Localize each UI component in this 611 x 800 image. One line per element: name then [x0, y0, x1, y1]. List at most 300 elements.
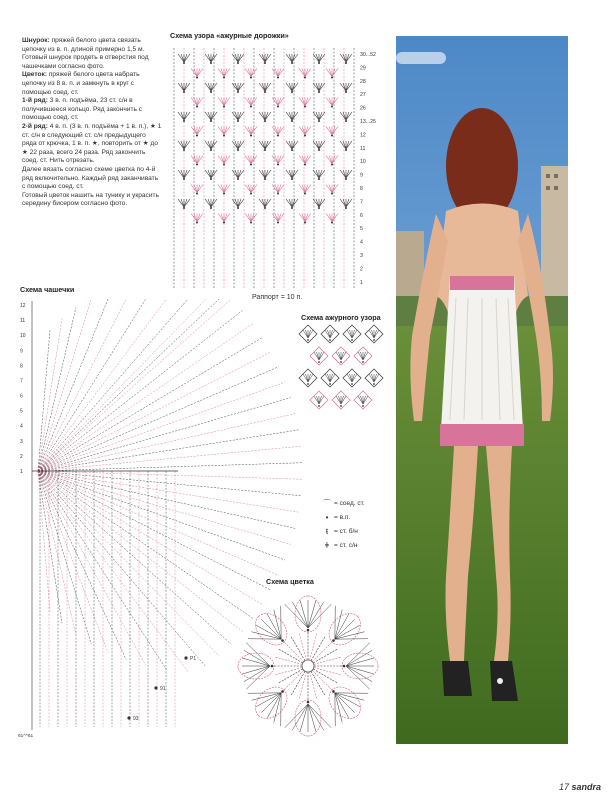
flower-ray — [314, 657, 341, 664]
fan-stitch — [262, 170, 265, 178]
chain-dot — [250, 222, 252, 224]
fan-stitch — [224, 69, 227, 77]
fan-stitch — [346, 199, 352, 207]
fan-stitch — [238, 199, 241, 207]
flower-dot — [307, 701, 310, 704]
chain-dot — [277, 77, 279, 79]
fan-stitch — [232, 170, 238, 178]
cup-row-number: 8 — [20, 363, 23, 370]
chain-dot — [250, 106, 252, 108]
cup-ray — [38, 319, 62, 471]
fan-stitch — [211, 199, 214, 207]
slip-stitch-icon: ⌒ — [323, 499, 331, 508]
fan-stitch — [238, 141, 244, 149]
lace-fan-stitch — [325, 330, 330, 338]
lace-fan-stitch — [314, 352, 319, 360]
fan-stitch — [248, 156, 251, 164]
fan-stitch — [232, 54, 238, 62]
cup-bottom-label: 61^^61 — [18, 734, 34, 739]
chain-dot — [277, 222, 279, 224]
fan-stitch — [302, 156, 305, 164]
fan-stitch — [208, 199, 211, 207]
fan-stitch — [181, 54, 184, 62]
finish-text: Готовый цветок нашить на тунику и украсить середину бисером согласно фото. — [22, 191, 159, 208]
chain-dot — [183, 207, 185, 209]
fan-stitch — [278, 69, 284, 77]
track-pattern-title: Схема узора «ажурные дорожки» — [170, 31, 289, 40]
fan-stitch — [248, 69, 251, 77]
row-number: 4 — [360, 239, 363, 246]
petal-stitch — [335, 619, 355, 639]
fan-stitch — [245, 127, 251, 135]
fan-stitch — [292, 199, 298, 207]
fan-stitch — [326, 127, 332, 135]
cup-row-number: 2 — [20, 453, 23, 460]
chain-dot — [210, 91, 212, 93]
fan-stitch — [332, 185, 335, 193]
fan-stitch — [275, 98, 278, 106]
fan-stitch — [305, 98, 308, 106]
fan-stitch — [286, 199, 292, 207]
fan-stitch — [265, 170, 268, 178]
fan-stitch — [205, 141, 211, 149]
lace-fan-stitch — [341, 352, 344, 360]
fan-stitch — [232, 199, 238, 207]
fan-stitch — [224, 156, 230, 164]
cup-row-number: 5 — [20, 408, 23, 415]
chain-dot — [318, 62, 320, 64]
chain-dot — [318, 178, 320, 180]
lace-fan-stitch — [308, 374, 311, 382]
chain-dot — [237, 207, 239, 209]
chain-dot — [318, 91, 320, 93]
chain-dot — [331, 193, 333, 195]
chain-dot — [304, 135, 306, 137]
fan-stitch — [319, 54, 325, 62]
lace-fan-stitch — [325, 374, 330, 382]
chain-icon: • — [325, 513, 329, 522]
flower-ray — [312, 670, 332, 690]
fan-stitch — [316, 141, 319, 149]
fan-stitch — [238, 54, 244, 62]
fan-stitch — [184, 199, 187, 207]
lace-fan-stitch — [363, 396, 366, 404]
lace-fan-stitch — [374, 330, 377, 338]
fan-stitch — [343, 54, 346, 62]
lace-fan-stitch — [374, 330, 379, 338]
fan-stitch — [262, 54, 265, 62]
chain-dot — [210, 207, 212, 209]
fan-stitch — [184, 112, 187, 120]
fan-stitch — [218, 185, 224, 193]
fan-stitch — [275, 214, 278, 222]
fan-stitch — [265, 199, 268, 207]
flower-pattern-chart — [232, 590, 384, 742]
fan-stitch — [211, 141, 214, 149]
fan-stitch — [197, 69, 203, 77]
petal-stitch — [335, 693, 342, 723]
fan-stitch — [332, 127, 338, 135]
chain-dot — [318, 120, 320, 122]
fan-stitch — [305, 214, 308, 222]
fan-stitch — [194, 156, 197, 164]
fan-stitch — [302, 185, 305, 193]
chain-dot — [196, 77, 198, 79]
fan-stitch — [238, 170, 241, 178]
cup-ray — [38, 471, 126, 660]
chain-dot — [331, 135, 333, 137]
chain-dot — [304, 222, 306, 224]
fan-stitch — [181, 141, 184, 149]
fan-stitch — [205, 112, 211, 120]
fan-stitch — [184, 83, 187, 91]
fan-stitch — [184, 54, 187, 62]
chain-dot — [196, 106, 198, 108]
fan-stitch — [265, 112, 271, 120]
fan-stitch — [205, 199, 211, 207]
chain-dot — [237, 149, 239, 151]
row-number: 27 — [360, 92, 366, 99]
petal-stitch — [261, 619, 281, 639]
chain-dot — [210, 120, 212, 122]
fan-stitch — [224, 185, 230, 193]
flower-ray — [275, 657, 302, 664]
flower-dot — [307, 629, 310, 632]
fan-stitch — [302, 127, 305, 135]
flower-label: Цветок: — [22, 71, 48, 79]
lace-fan-stitch — [303, 330, 308, 338]
fan-stitch — [292, 54, 295, 62]
fan-stitch — [205, 170, 211, 178]
cup-row-number: 1 — [20, 469, 23, 475]
cup-marker: P1 — [190, 656, 197, 662]
fan-stitch — [278, 185, 281, 193]
fan-stitch — [265, 83, 271, 91]
fan-stitch — [326, 98, 332, 106]
fan-stitch — [232, 112, 238, 120]
petal-stitch — [308, 704, 324, 730]
fan-stitch — [251, 185, 254, 193]
chain-dot — [318, 149, 320, 151]
fan-stitch — [332, 214, 335, 222]
flower-text: пряжей белого цвета набрать цепочку из 8 в. п. и замкнуть в круг с помощью соед. ст. — [22, 71, 140, 96]
fan-stitch — [184, 83, 190, 91]
cup-ray — [38, 299, 231, 471]
fan-stitch — [224, 127, 227, 135]
fan-stitch — [346, 141, 349, 149]
fan-stitch — [265, 199, 271, 207]
fan-stitch — [251, 98, 254, 106]
lace-fan-stitch — [369, 374, 374, 382]
cup-ray — [38, 299, 219, 471]
fan-stitch — [319, 54, 322, 62]
fan-stitch — [181, 199, 184, 207]
legend-item: ⌒ = соед. ст. — [320, 497, 365, 511]
chain-dot — [304, 77, 306, 79]
row-number: 3 — [360, 253, 363, 259]
lace-dot — [351, 339, 353, 341]
fan-stitch — [232, 83, 238, 91]
fan-stitch — [197, 185, 200, 193]
fan-stitch — [305, 127, 308, 135]
chain-dot — [183, 149, 185, 151]
cup-ray — [38, 414, 295, 471]
chain-dot — [291, 91, 293, 93]
cup-ray — [38, 471, 91, 644]
lace-dot — [329, 383, 331, 385]
chain-dot — [345, 91, 347, 93]
lace-fan-stitch — [374, 374, 379, 382]
cup-ray — [38, 398, 291, 471]
chain-dot — [250, 135, 252, 137]
lace-fan-stitch — [369, 330, 374, 338]
fan-stitch — [245, 214, 251, 222]
fan-stitch — [265, 112, 268, 120]
chain-dot — [196, 222, 198, 224]
lace-fan-stitch — [361, 352, 364, 360]
fan-stitch — [329, 214, 332, 222]
chain-dot — [304, 106, 306, 108]
row-number: 29 — [360, 65, 366, 72]
petal-stitch — [335, 610, 342, 640]
flower-dot — [332, 690, 335, 693]
petal-stitch — [292, 704, 308, 730]
fan-stitch — [262, 141, 265, 149]
flower-ray — [284, 642, 304, 662]
fan-stitch — [238, 199, 244, 207]
lace-fan-stitch — [350, 330, 353, 338]
lace-dot — [340, 361, 342, 363]
fan-stitch — [305, 69, 311, 77]
fan-stitch — [332, 185, 338, 193]
lace-fan-stitch — [319, 352, 324, 360]
lace-fan-stitch — [314, 396, 319, 404]
fan-stitch — [235, 170, 238, 178]
chain-dot — [277, 164, 279, 166]
fan-stitch — [272, 127, 278, 135]
fan-stitch — [340, 112, 346, 120]
fan-stitch — [238, 54, 241, 62]
lace-fan-stitch — [336, 396, 341, 404]
chain-dot — [237, 120, 239, 122]
cup-ray — [38, 471, 285, 560]
fan-stitch — [326, 156, 332, 164]
chain-dot — [223, 135, 225, 137]
fan-stitch — [245, 156, 251, 164]
fan-stitch — [265, 141, 268, 149]
chain-dot — [345, 120, 347, 122]
chain-dot — [183, 178, 185, 180]
chain-dot — [250, 164, 252, 166]
fan-stitch — [208, 170, 211, 178]
row1-label: 1-й ряд: — [22, 97, 48, 105]
lace-fan-stitch — [319, 396, 322, 404]
chain-dot — [345, 149, 347, 151]
fan-stitch — [211, 83, 214, 91]
lace-dot — [351, 383, 353, 385]
fan-stitch — [245, 69, 251, 77]
fan-stitch — [329, 98, 332, 106]
chain-dot — [277, 106, 279, 108]
chain-dot — [291, 178, 293, 180]
fan-stitch — [305, 69, 308, 77]
fan-stitch — [232, 141, 238, 149]
fan-stitch — [194, 185, 197, 193]
fan-stitch — [278, 69, 281, 77]
lace-fan-stitch — [319, 396, 324, 404]
row2-label: 2-й ряд: — [22, 122, 48, 130]
lace-fan-stitch — [374, 374, 377, 382]
continue-text: Далее вязать согласно схеме цветка по 4-й ряд включительно. Каждый ряд заканчивать с помощью соед. ст. — [22, 165, 159, 191]
fan-stitch — [289, 54, 292, 62]
cup-ray — [38, 471, 295, 528]
fan-stitch — [178, 170, 184, 178]
fan-stitch — [329, 185, 332, 193]
lace-fan-stitch — [363, 352, 366, 360]
fan-stitch — [289, 83, 292, 91]
cup-marker-dot — [154, 686, 157, 689]
fan-stitch — [329, 69, 332, 77]
fan-stitch — [218, 214, 224, 222]
flower-dot — [332, 639, 335, 642]
fan-stitch — [332, 156, 335, 164]
fan-stitch — [224, 98, 227, 106]
chain-dot — [183, 62, 185, 64]
petal-stitch — [252, 632, 282, 639]
lace-fan-stitch — [358, 396, 363, 404]
petal-stitch — [292, 602, 308, 628]
fan-stitch — [265, 54, 268, 62]
lace-fan-stitch — [363, 352, 368, 360]
fan-stitch — [346, 83, 352, 91]
cup-ray — [38, 471, 206, 667]
lace-fan-stitch — [308, 330, 311, 338]
chain-dot — [264, 207, 266, 209]
lace-fan-stitch — [347, 374, 352, 382]
fan-stitch — [346, 83, 349, 91]
petal-stitch — [335, 693, 365, 700]
fan-stitch — [340, 170, 346, 178]
lace-dot — [307, 383, 309, 385]
cup-ray — [38, 471, 302, 479]
chain-dot — [291, 149, 293, 151]
fan-stitch — [221, 156, 224, 164]
fan-stitch — [292, 83, 298, 91]
fan-stitch — [343, 199, 346, 207]
fan-stitch — [305, 185, 308, 193]
fan-stitch — [316, 199, 319, 207]
fan-stitch — [238, 141, 241, 149]
cup-ray — [38, 299, 146, 471]
fan-stitch — [278, 156, 281, 164]
lace-fan-stitch — [306, 330, 309, 338]
fan-stitch — [343, 170, 346, 178]
fan-stitch — [218, 98, 224, 106]
chain-dot — [331, 164, 333, 166]
chain-dot — [196, 135, 198, 137]
legend-item: ǂ = ст. с/н — [320, 539, 365, 553]
lace-fan-stitch — [363, 396, 368, 404]
fan-stitch — [275, 156, 278, 164]
chain-dot — [304, 193, 306, 195]
flower-ray — [312, 642, 332, 662]
flower-dot — [281, 690, 284, 693]
cup-ray — [38, 299, 166, 471]
fan-stitch — [224, 214, 230, 222]
chain-dot — [196, 164, 198, 166]
fan-stitch — [316, 83, 319, 91]
chain-dot — [291, 120, 293, 122]
fan-stitch — [248, 127, 251, 135]
petal-stitch — [274, 610, 281, 640]
fan-stitch — [235, 112, 238, 120]
fan-stitch — [235, 141, 238, 149]
cup-ray — [38, 324, 253, 471]
cup-ray — [38, 471, 262, 605]
flower-ray — [310, 633, 317, 660]
row1-text: 3 в. п. подъёма, 23 ст. с/н в получившееся кольцо. Ряд закончить с помощью соед. ст. — [22, 97, 143, 122]
fan-stitch — [197, 98, 203, 106]
cup-marker-dot — [184, 656, 187, 659]
petal-stitch — [252, 693, 282, 700]
cup-marker: 91 — [160, 686, 166, 692]
lace-fan-stitch — [339, 396, 342, 404]
lace-pattern-title: Схема ажурного узора — [301, 313, 381, 322]
cup-ray — [38, 471, 146, 665]
fan-stitch — [178, 141, 184, 149]
lace-fan-stitch — [330, 374, 335, 382]
chain-dot — [237, 62, 239, 64]
track-pattern-chart — [166, 42, 388, 298]
petal-stitch — [261, 693, 281, 713]
fan-stitch — [340, 83, 346, 91]
cup-ray — [38, 337, 262, 471]
flower-ray — [275, 668, 302, 675]
row-number: 13...25 — [360, 119, 376, 125]
fan-stitch — [305, 127, 311, 135]
chain-dot — [331, 106, 333, 108]
chain-dot — [291, 207, 293, 209]
row2-text: 4 в. п. (3 в. п. подъёма + 1 в. п.), ★ 1 ст. с/н в следующий ст. с/н предыдущего ряда от крючка, 1 в. п. ★, повторить от ★ до ★ 22 раза, всего 24 раза. Ряд закончить соед. ст. Нить отрезать. — [22, 122, 162, 165]
fan-stitch — [319, 141, 322, 149]
lace-fan-stitch — [341, 396, 346, 404]
legend-item: ŧ = ст. б/н — [320, 525, 365, 539]
fan-stitch — [275, 185, 278, 193]
lace-dot — [318, 405, 320, 407]
cord-label: Шнурок: — [22, 37, 50, 44]
cup-ray — [38, 471, 62, 623]
fan-stitch — [194, 69, 197, 77]
fan-stitch — [272, 185, 278, 193]
model-photo-illustration — [396, 36, 568, 744]
fan-stitch — [181, 112, 184, 120]
chain-dot — [264, 178, 266, 180]
cup-row-number: 4 — [20, 423, 23, 430]
lace-fan-stitch — [352, 330, 355, 338]
fan-stitch — [184, 199, 190, 207]
flower-ray — [299, 633, 306, 660]
chain-dot — [223, 164, 225, 166]
fan-stitch — [326, 69, 332, 77]
row-number: 12 — [360, 132, 366, 139]
chain-dot — [318, 207, 320, 209]
legend — [320, 497, 365, 553]
model-photo — [396, 36, 568, 744]
fan-stitch — [278, 185, 284, 193]
fan-stitch — [292, 199, 295, 207]
chain-dot — [210, 62, 212, 64]
fan-stitch — [178, 54, 184, 62]
